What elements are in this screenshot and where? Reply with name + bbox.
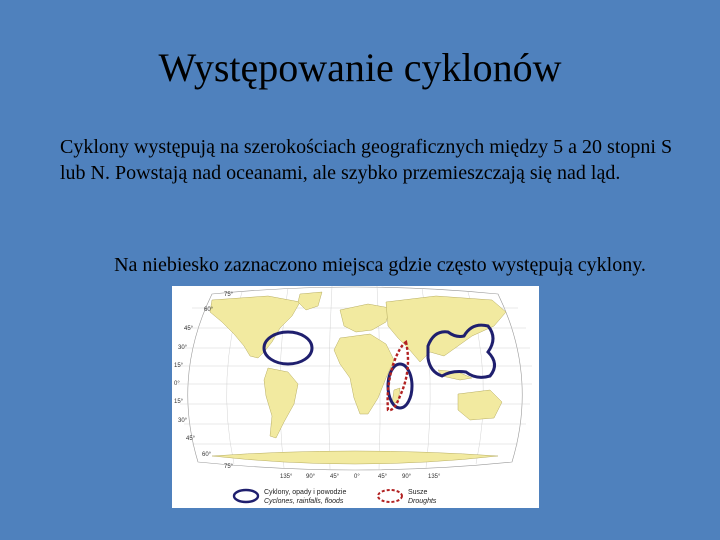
lat-label: 15° xyxy=(174,399,184,405)
lat-label: 30° xyxy=(178,418,188,424)
cyclone-world-map xyxy=(172,286,539,508)
world-map-svg xyxy=(172,286,539,508)
lon-label: 0° xyxy=(354,474,360,480)
lat-label: 30° xyxy=(178,345,188,351)
lat-label: 45° xyxy=(186,436,196,442)
lat-label: 60° xyxy=(204,307,214,313)
lat-label: 45° xyxy=(184,326,194,332)
legend-cyclones-label: Cyklony, opady i powodzie xyxy=(264,489,347,496)
lat-label: 15° xyxy=(174,363,184,369)
lon-label: 45° xyxy=(378,474,388,480)
lat-label: 0° xyxy=(174,381,180,387)
legend-cyclone-swatch xyxy=(234,490,258,502)
lat-label: 75° xyxy=(224,464,234,470)
lat-label: 75° xyxy=(224,292,234,298)
slide-title: Występowanie cyklonów xyxy=(158,45,562,90)
slide-body-text: Cyklony występują na szerokościach geograficznych między 5 a 20 stopni S lub N. Powstają nad oceanami, ale szybko przemieszczają się nad ląd. xyxy=(60,136,673,184)
legend-droughts-label-en: Droughts xyxy=(408,498,437,505)
slide-map-note: Na niebiesko zaznaczono miejsca gdzie często występują cyklony. xyxy=(114,254,646,276)
lon-label: 135° xyxy=(428,474,441,480)
lon-label: 135° xyxy=(280,474,293,480)
lon-label: 45° xyxy=(330,474,340,480)
legend-droughts-label: Susze xyxy=(408,489,428,496)
map-legend xyxy=(234,489,437,505)
legend-drought-swatch xyxy=(378,490,402,502)
legend-cyclones-label-en: Cyclones, rainfalls, floods xyxy=(264,498,344,505)
lon-label: 90° xyxy=(306,474,316,480)
lon-label: 90° xyxy=(402,474,412,480)
lat-label: 60° xyxy=(202,452,212,458)
